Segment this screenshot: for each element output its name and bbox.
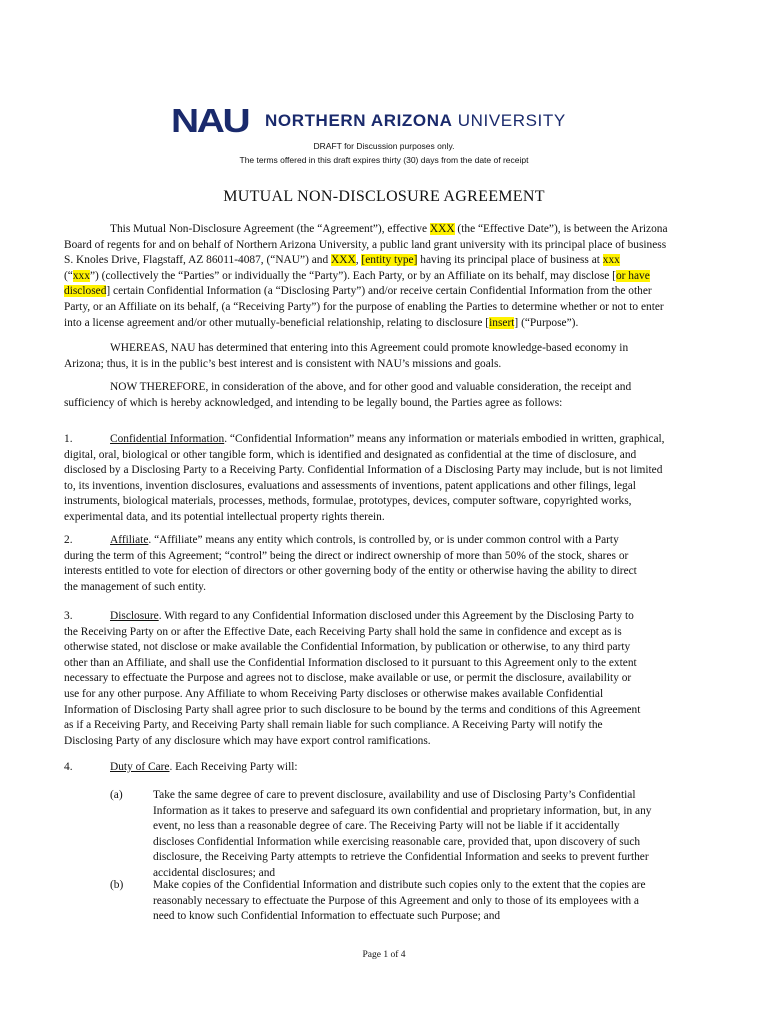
nau-logo bbox=[171, 104, 611, 138]
nau-logo-mark: NAU bbox=[171, 102, 249, 139]
subsection-text: Make copies of the Confidential Information and distribute such copies only to the extent that the copies are reasonably necessary to effectuate the Purpose of this Agreement and only to those of its employees with a need to know such Confidential Information to effectuate such Purpose; and bbox=[153, 879, 646, 923]
subsection-text: Take the same degree of care to prevent disclosure, availability and use of Disclosing Party’s Confidential Information as it takes to preserve and safeguard its own confidential and proprietary information, but, in any event, no less than a reasonable degree of care. The Receiving Party will not be liable if it accidentally discloses Confidential Information while exercising reasonable care, provided that, upon discovery of such disclosure, the Receiving Party attempts to retrieve the Confidential Information and seeks to prevent further accidental disclosures; and bbox=[153, 789, 652, 879]
intro-paragraph: This Mutual Non-Disclosure Agreement (the “Agreement”), effective XXX (the “Effective Date”), is between the Arizona Board of regents for and on behalf of Northern Arizona University, a public land grant university with its principal place of business S. Knoles Drive, Flagstaff, AZ 86011-4087, (“NAU”) and XXX, [entity type] having its principal place of business at xxx (“xxx”) (collectively the “Parties” or individually the “Party”). Each Party, or by an Affiliate on its behalf, may disclose [or have disclosed] certain Confidential Information (a “Disclosing Party”) and/or receive certain Confidential Information from the other Party, or an Affiliate on its behalf, (a “Receiving Party”) for the purpose of enabling the Parties to determine whether or not to enter into a license agreement and/or other mutually-beneficial relationship, relating to disclosure [insert] (“Purpose”). bbox=[64, 223, 668, 329]
whereas-paragraph: WHEREAS, NAU has determined that entering into this Agreement could promote knowledge-based economy in Arizona; thus, it is in the public’s best interest and is consistent with NAU’s missions and goals. bbox=[64, 342, 629, 370]
section-1-confidential-information: 1. Confidential Information. “Confidential Information” means any information or materials embodied in written, graphical, digital, oral, biological or other tangible form, which is identified and designated as confidential at the time of disclosure, and disclosed by a Disclosing Party to a Receiving Party. Confidential Information of a Disclosing Party may include, but is not limited to, its inventions, invention disclosures, evaluations and assessments of inventions, patent applications and other filings, legal instruments, biological materials, processes, methods, formulae, prototypes, devices, computer software, copyrighted works, experimental data, and its potential intellectual property rights therein. bbox=[64, 433, 665, 523]
page-number: Page 1 of 4 bbox=[362, 950, 406, 960]
section-4-duty-of-care: 4. Duty of Care. Each Receiving Party will: bbox=[64, 761, 298, 773]
draft-notice-line-1: DRAFT for Discussion purposes only. bbox=[313, 141, 455, 151]
now-therefore-paragraph: NOW THEREFORE, in consideration of the above, and for other good and valuable consideration, the receipt and sufficiency of which is hereby acknowledged, and intending to be legally bound, the Parties agree as follows: bbox=[64, 381, 632, 409]
subsection-label: (b) bbox=[110, 879, 124, 891]
subsection-label: (a) bbox=[110, 789, 123, 801]
draft-notice-line-2: The terms offered in this draft expires thirty (30) days from the date of receipt bbox=[239, 155, 529, 165]
section-2-affiliate: 2. Affiliate. “Affiliate” means any entity which controls, is controlled by, or is under common control with a Party during the term of this Agreement; “control” being the direct or indirect ownership of more than 50% of the stock, shares or interests entitled to vote for election of directors or other governing body of the entity or otherwise having the ability to direct the management of such entity. bbox=[64, 534, 637, 593]
section-3-disclosure: 3. Disclosure. With regard to any Confidential Information disclosed under this Agreement by the Disclosing Party to the Receiving Party on or after the Effective Date, each Receiving Party shall hold the same in confidence and except as is otherwise stated, not disclose or make available the Confidential Information, by publication or otherwise, to any third party other than an Affiliate, and shall use the Confidential Information disclosed to it pursuant to this Agreement only to the extent necessary to effectuate the Purpose and agrees not to disclose, make available or use, or permit the disclosure, availability or use for any other purpose. Any Affiliate to whom Receiving Party discloses or otherwise makes available Confidential Information of Disclosing Party shall agree prior to such disclosure to be bound by the terms and conditions of this Agreement as if a Receiving Party, and Receiving Party shall remain liable for such compliance. A Receiving Party will notify the Disclosing Party of any disclosure which may have export control ramifications. bbox=[64, 610, 641, 747]
document-title: MUTUAL NON-DISCLOSURE AGREEMENT bbox=[223, 188, 545, 205]
university-name: NORTHERN ARIZONA UNIVERSITY bbox=[265, 111, 566, 130]
